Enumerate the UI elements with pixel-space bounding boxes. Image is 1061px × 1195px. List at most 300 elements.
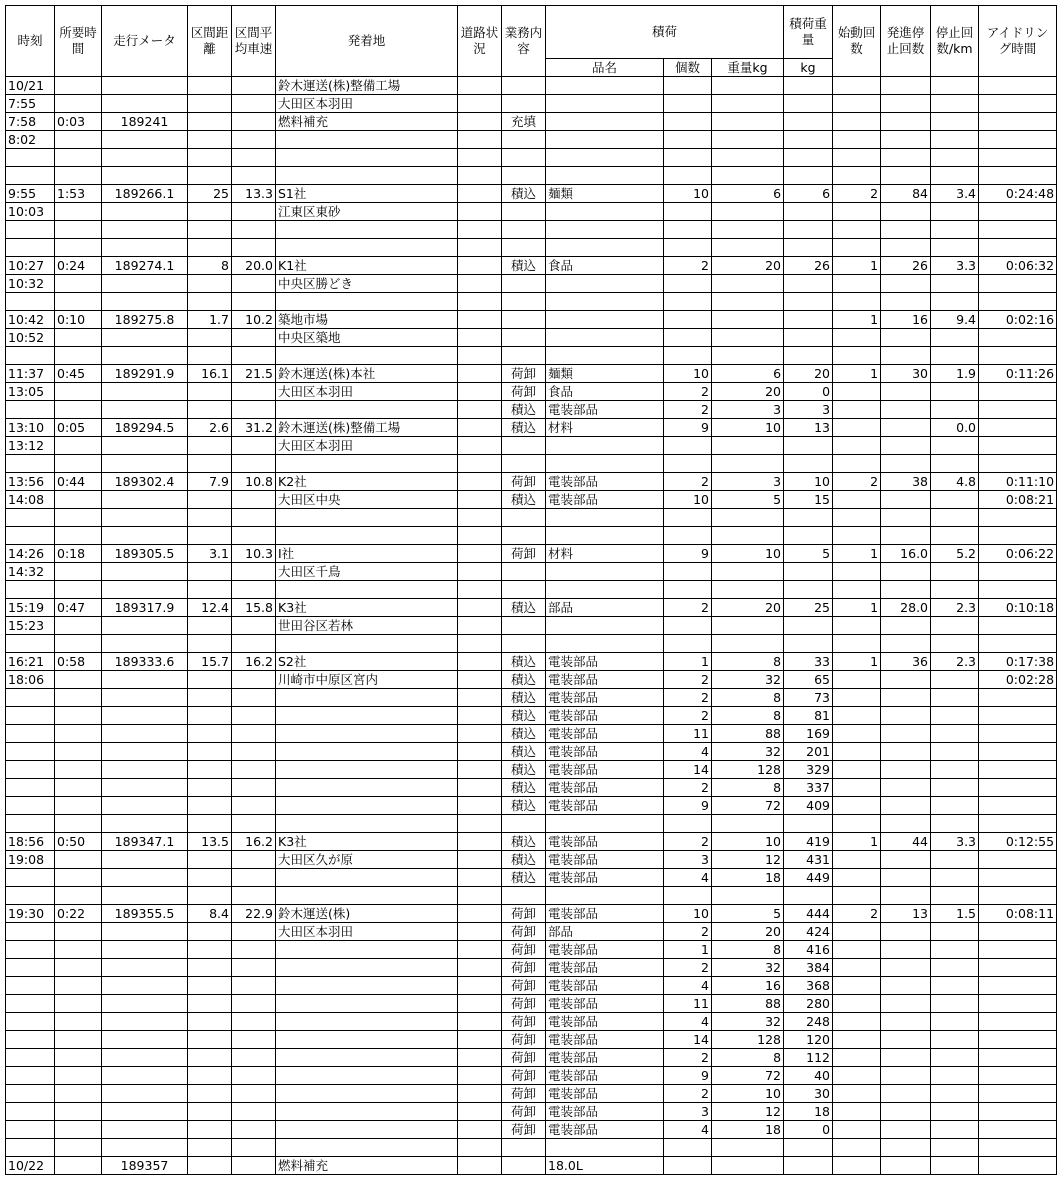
table-row bbox=[6, 221, 1057, 239]
cell-place bbox=[276, 1067, 458, 1085]
cell-cargo-weight bbox=[784, 437, 833, 455]
cell-idling bbox=[979, 131, 1057, 149]
cell-time: 16:21 bbox=[6, 653, 55, 671]
header-idling: アイドリング時間 bbox=[979, 6, 1057, 77]
cell-weight bbox=[712, 77, 784, 95]
cell-time bbox=[6, 707, 55, 725]
cell-starts: 2 bbox=[833, 905, 881, 923]
cell-place: 燃料補充 bbox=[276, 113, 458, 131]
cell-weight: 6 bbox=[712, 365, 784, 383]
cell-item: 電装部品 bbox=[546, 653, 664, 671]
cell-starts bbox=[833, 779, 881, 797]
cell-item: 電装部品 bbox=[546, 761, 664, 779]
cell-odometer bbox=[102, 383, 188, 401]
cell-distance bbox=[188, 743, 232, 761]
cell-stops-per-km bbox=[931, 923, 979, 941]
cell-work bbox=[502, 563, 546, 581]
cell-count: 9 bbox=[664, 797, 712, 815]
cell-idling: 0:08:21 bbox=[979, 491, 1057, 509]
cell-count bbox=[664, 887, 712, 905]
cell-duration bbox=[55, 95, 102, 113]
table-row bbox=[6, 293, 1057, 311]
cell-stopgo bbox=[881, 1121, 931, 1139]
cell-odometer bbox=[102, 851, 188, 869]
cell-duration bbox=[55, 995, 102, 1013]
cell-stops-per-km bbox=[931, 887, 979, 905]
table-row bbox=[6, 257, 1057, 275]
cell-idling bbox=[979, 581, 1057, 599]
table-row bbox=[6, 653, 1057, 671]
cell-stopgo bbox=[881, 689, 931, 707]
cell-duration: 0:18 bbox=[55, 545, 102, 563]
cell-odometer bbox=[102, 707, 188, 725]
table-row bbox=[6, 851, 1057, 869]
cell-starts bbox=[833, 113, 881, 131]
cell-place: 鈴木運送(株)整備工場 bbox=[276, 419, 458, 437]
cell-item: 電装部品 bbox=[546, 797, 664, 815]
cell-starts bbox=[833, 1067, 881, 1085]
cell-speed bbox=[232, 797, 276, 815]
cell-weight: 18 bbox=[712, 1121, 784, 1139]
cell-stops-per-km bbox=[931, 977, 979, 995]
cell-stopgo bbox=[881, 563, 931, 581]
cell-road bbox=[458, 437, 502, 455]
cell-stops-per-km bbox=[931, 329, 979, 347]
cell-count bbox=[664, 167, 712, 185]
cell-distance bbox=[188, 689, 232, 707]
cell-item bbox=[546, 437, 664, 455]
cell-weight bbox=[712, 815, 784, 833]
cell-idling bbox=[979, 383, 1057, 401]
cell-cargo-weight bbox=[784, 347, 833, 365]
cell-duration bbox=[55, 779, 102, 797]
cell-time: 10/21 bbox=[6, 77, 55, 95]
cell-speed bbox=[232, 293, 276, 311]
cell-idling bbox=[979, 689, 1057, 707]
cell-odometer bbox=[102, 293, 188, 311]
cell-time: 19:30 bbox=[6, 905, 55, 923]
cell-work: 積込 bbox=[502, 707, 546, 725]
cell-odometer bbox=[102, 1139, 188, 1157]
cell-road bbox=[458, 221, 502, 239]
cell-item bbox=[546, 455, 664, 473]
cell-distance bbox=[188, 239, 232, 257]
cell-weight: 8 bbox=[712, 689, 784, 707]
cell-idling bbox=[979, 221, 1057, 239]
cell-work bbox=[502, 77, 546, 95]
cell-speed bbox=[232, 329, 276, 347]
cell-road bbox=[458, 1085, 502, 1103]
cell-idling bbox=[979, 761, 1057, 779]
cell-idling bbox=[979, 977, 1057, 995]
cell-stops-per-km bbox=[931, 1121, 979, 1139]
cell-odometer bbox=[102, 95, 188, 113]
table-row bbox=[6, 761, 1057, 779]
cell-stops-per-km bbox=[931, 77, 979, 95]
cell-odometer bbox=[102, 1049, 188, 1067]
cell-cargo-weight bbox=[784, 131, 833, 149]
cell-odometer bbox=[102, 869, 188, 887]
cell-road bbox=[458, 347, 502, 365]
cell-distance bbox=[188, 329, 232, 347]
cell-time bbox=[6, 239, 55, 257]
cell-road bbox=[458, 419, 502, 437]
cell-speed bbox=[232, 347, 276, 365]
cell-count bbox=[664, 527, 712, 545]
cell-work bbox=[502, 311, 546, 329]
cell-speed: 13.3 bbox=[232, 185, 276, 203]
cell-item: 電装部品 bbox=[546, 1103, 664, 1121]
cell-idling bbox=[979, 527, 1057, 545]
cell-count bbox=[664, 581, 712, 599]
cell-time bbox=[6, 725, 55, 743]
cell-speed bbox=[232, 635, 276, 653]
cell-starts bbox=[833, 167, 881, 185]
cell-stopgo bbox=[881, 851, 931, 869]
cell-distance bbox=[188, 887, 232, 905]
cell-time bbox=[6, 977, 55, 995]
cell-road bbox=[458, 797, 502, 815]
cell-weight: 72 bbox=[712, 1067, 784, 1085]
cell-stopgo bbox=[881, 1157, 931, 1175]
cell-item: 電装部品 bbox=[546, 833, 664, 851]
cell-starts bbox=[833, 1049, 881, 1067]
cell-duration bbox=[55, 581, 102, 599]
cell-item bbox=[546, 581, 664, 599]
cell-cargo-weight bbox=[784, 581, 833, 599]
cell-stopgo bbox=[881, 959, 931, 977]
cell-distance bbox=[188, 941, 232, 959]
cell-starts bbox=[833, 941, 881, 959]
cell-odometer bbox=[102, 1121, 188, 1139]
cell-cargo-weight: 15 bbox=[784, 491, 833, 509]
cell-time: 11:37 bbox=[6, 365, 55, 383]
cell-time bbox=[6, 887, 55, 905]
cell-duration bbox=[55, 347, 102, 365]
cell-road bbox=[458, 581, 502, 599]
cell-road bbox=[458, 977, 502, 995]
cell-count: 9 bbox=[664, 545, 712, 563]
cell-starts bbox=[833, 995, 881, 1013]
cell-idling bbox=[979, 1067, 1057, 1085]
cell-odometer bbox=[102, 1067, 188, 1085]
cell-speed: 20.0 bbox=[232, 257, 276, 275]
cell-cargo-weight bbox=[784, 77, 833, 95]
cell-stops-per-km bbox=[931, 815, 979, 833]
cell-road bbox=[458, 167, 502, 185]
cell-road bbox=[458, 869, 502, 887]
cell-place bbox=[276, 1139, 458, 1157]
cell-idling bbox=[979, 437, 1057, 455]
cell-work: 荷卸 bbox=[502, 977, 546, 995]
cell-count: 2 bbox=[664, 473, 712, 491]
cell-work: 充填 bbox=[502, 113, 546, 131]
cell-speed bbox=[232, 149, 276, 167]
cell-idling bbox=[979, 509, 1057, 527]
cell-idling bbox=[979, 797, 1057, 815]
cell-idling bbox=[979, 995, 1057, 1013]
cell-cargo-weight: 26 bbox=[784, 257, 833, 275]
cell-place bbox=[276, 941, 458, 959]
cell-stopgo: 44 bbox=[881, 833, 931, 851]
cell-road bbox=[458, 905, 502, 923]
cell-stopgo bbox=[881, 1085, 931, 1103]
cell-work: 荷卸 bbox=[502, 473, 546, 491]
header-cargo-weight: 積荷重量 bbox=[784, 6, 833, 59]
table-row bbox=[6, 977, 1057, 995]
cell-work: 積込 bbox=[502, 833, 546, 851]
cell-cargo-weight bbox=[784, 455, 833, 473]
cell-stops-per-km bbox=[931, 635, 979, 653]
cell-distance bbox=[188, 671, 232, 689]
table-row bbox=[6, 329, 1057, 347]
cell-item: 電装部品 bbox=[546, 401, 664, 419]
cell-time bbox=[6, 761, 55, 779]
cell-cargo-weight: 25 bbox=[784, 599, 833, 617]
table-row bbox=[6, 545, 1057, 563]
cell-duration: 0:10 bbox=[55, 311, 102, 329]
cell-stops-per-km: 3.4 bbox=[931, 185, 979, 203]
cell-idling: 0:12:55 bbox=[979, 833, 1057, 851]
cell-time bbox=[6, 1013, 55, 1031]
table-row bbox=[6, 743, 1057, 761]
cell-count: 2 bbox=[664, 1085, 712, 1103]
cell-odometer bbox=[102, 1031, 188, 1049]
cell-work: 荷卸 bbox=[502, 1031, 546, 1049]
cell-place: 鈴木運送(株) bbox=[276, 905, 458, 923]
table-row bbox=[6, 833, 1057, 851]
cell-cargo-weight bbox=[784, 509, 833, 527]
cell-duration bbox=[55, 1067, 102, 1085]
cell-weight bbox=[712, 527, 784, 545]
cell-road bbox=[458, 959, 502, 977]
table-row bbox=[6, 113, 1057, 131]
cell-work: 積込 bbox=[502, 797, 546, 815]
cell-work: 積込 bbox=[502, 419, 546, 437]
cell-stops-per-km bbox=[931, 671, 979, 689]
cell-weight bbox=[712, 329, 784, 347]
cell-road bbox=[458, 275, 502, 293]
cell-item bbox=[546, 221, 664, 239]
cell-stopgo bbox=[881, 1103, 931, 1121]
cell-stops-per-km bbox=[931, 437, 979, 455]
cell-road bbox=[458, 671, 502, 689]
cell-count: 2 bbox=[664, 671, 712, 689]
cell-speed bbox=[232, 491, 276, 509]
cell-odometer bbox=[102, 239, 188, 257]
cell-road bbox=[458, 1067, 502, 1085]
cell-stopgo bbox=[881, 437, 931, 455]
cell-cargo-weight: 13 bbox=[784, 419, 833, 437]
cell-distance bbox=[188, 1049, 232, 1067]
cell-item: 電装部品 bbox=[546, 941, 664, 959]
cell-distance: 15.7 bbox=[188, 653, 232, 671]
cell-road bbox=[458, 473, 502, 491]
cell-cargo-weight: 409 bbox=[784, 797, 833, 815]
cell-weight bbox=[712, 437, 784, 455]
cell-starts bbox=[833, 635, 881, 653]
cell-duration bbox=[55, 671, 102, 689]
cell-road bbox=[458, 491, 502, 509]
cell-weight: 32 bbox=[712, 671, 784, 689]
cell-speed: 16.2 bbox=[232, 653, 276, 671]
cell-stopgo bbox=[881, 923, 931, 941]
cell-speed bbox=[232, 743, 276, 761]
cell-road bbox=[458, 257, 502, 275]
cell-duration bbox=[55, 1103, 102, 1121]
cell-place bbox=[276, 707, 458, 725]
cell-stopgo bbox=[881, 743, 931, 761]
cell-weight bbox=[712, 239, 784, 257]
cell-weight: 16 bbox=[712, 977, 784, 995]
cell-item bbox=[546, 131, 664, 149]
cell-odometer bbox=[102, 149, 188, 167]
cell-work bbox=[502, 275, 546, 293]
cell-idling: 0:08:11 bbox=[979, 905, 1057, 923]
cell-distance: 12.4 bbox=[188, 599, 232, 617]
cell-item bbox=[546, 887, 664, 905]
cell-cargo-weight: 0 bbox=[784, 1121, 833, 1139]
cell-count: 2 bbox=[664, 383, 712, 401]
cell-stopgo bbox=[881, 869, 931, 887]
cell-duration bbox=[55, 1049, 102, 1067]
table-row bbox=[6, 923, 1057, 941]
header-place: 発着地 bbox=[276, 6, 458, 77]
cell-cargo-weight: 419 bbox=[784, 833, 833, 851]
cell-work bbox=[502, 527, 546, 545]
cell-stops-per-km bbox=[931, 1067, 979, 1085]
cell-speed bbox=[232, 1103, 276, 1121]
cell-odometer bbox=[102, 437, 188, 455]
cell-stops-per-km bbox=[931, 383, 979, 401]
cell-duration bbox=[55, 509, 102, 527]
cell-time bbox=[6, 1121, 55, 1139]
cell-idling bbox=[979, 95, 1057, 113]
cell-place bbox=[276, 1031, 458, 1049]
cell-stops-per-km bbox=[931, 725, 979, 743]
cell-weight bbox=[712, 1157, 784, 1175]
cell-odometer bbox=[102, 1013, 188, 1031]
cell-starts bbox=[833, 617, 881, 635]
cell-speed bbox=[232, 527, 276, 545]
cell-time bbox=[6, 635, 55, 653]
cell-item: 材料 bbox=[546, 419, 664, 437]
cell-odometer bbox=[102, 347, 188, 365]
cell-stops-per-km bbox=[931, 221, 979, 239]
cell-stopgo bbox=[881, 221, 931, 239]
cell-place: 大田区本羽田 bbox=[276, 95, 458, 113]
cell-count: 11 bbox=[664, 725, 712, 743]
cell-odometer bbox=[102, 509, 188, 527]
cell-starts bbox=[833, 563, 881, 581]
cell-idling bbox=[979, 869, 1057, 887]
cell-work: 荷卸 bbox=[502, 905, 546, 923]
cell-count bbox=[664, 221, 712, 239]
cell-starts bbox=[833, 239, 881, 257]
cell-distance bbox=[188, 617, 232, 635]
cell-odometer bbox=[102, 275, 188, 293]
cell-distance: 16.1 bbox=[188, 365, 232, 383]
cell-count bbox=[664, 149, 712, 167]
cell-starts bbox=[833, 671, 881, 689]
cell-idling bbox=[979, 1031, 1057, 1049]
cell-idling bbox=[979, 149, 1057, 167]
cell-duration bbox=[55, 455, 102, 473]
cell-weight bbox=[712, 1139, 784, 1157]
cell-stops-per-km bbox=[931, 293, 979, 311]
cell-weight bbox=[712, 635, 784, 653]
header-row bbox=[6, 6, 1057, 59]
cell-cargo-weight: 329 bbox=[784, 761, 833, 779]
cell-count bbox=[664, 77, 712, 95]
cell-weight bbox=[712, 311, 784, 329]
cell-odometer bbox=[102, 815, 188, 833]
cell-cargo-weight: 81 bbox=[784, 707, 833, 725]
cell-count bbox=[664, 131, 712, 149]
cell-cargo-weight: 73 bbox=[784, 689, 833, 707]
cell-speed bbox=[232, 887, 276, 905]
cell-distance bbox=[188, 707, 232, 725]
cell-stopgo bbox=[881, 1031, 931, 1049]
cell-stopgo: 30 bbox=[881, 365, 931, 383]
cell-weight bbox=[712, 221, 784, 239]
header-work: 業務内容 bbox=[502, 6, 546, 77]
cell-idling: 0:06:32 bbox=[979, 257, 1057, 275]
cell-duration bbox=[55, 977, 102, 995]
cell-time: 18:56 bbox=[6, 833, 55, 851]
table-row bbox=[6, 77, 1057, 95]
cell-stopgo bbox=[881, 167, 931, 185]
cell-work: 荷卸 bbox=[502, 923, 546, 941]
cell-work: 積込 bbox=[502, 779, 546, 797]
cell-speed: 22.9 bbox=[232, 905, 276, 923]
cell-count: 2 bbox=[664, 707, 712, 725]
cell-stops-per-km: 3.3 bbox=[931, 257, 979, 275]
cell-speed bbox=[232, 725, 276, 743]
cell-count: 4 bbox=[664, 743, 712, 761]
cell-starts: 2 bbox=[833, 473, 881, 491]
header-road: 道路状況 bbox=[458, 6, 502, 77]
cell-road bbox=[458, 509, 502, 527]
cell-time: 14:32 bbox=[6, 563, 55, 581]
cell-work: 積込 bbox=[502, 725, 546, 743]
cell-time bbox=[6, 149, 55, 167]
cell-cargo-weight: 30 bbox=[784, 1085, 833, 1103]
table-row bbox=[6, 419, 1057, 437]
cell-distance bbox=[188, 149, 232, 167]
cell-stopgo: 13 bbox=[881, 905, 931, 923]
cell-weight: 20 bbox=[712, 923, 784, 941]
cell-item: 電装部品 bbox=[546, 671, 664, 689]
cell-duration bbox=[55, 1031, 102, 1049]
cell-place bbox=[276, 347, 458, 365]
cell-item bbox=[546, 77, 664, 95]
cell-odometer: 189355.5 bbox=[102, 905, 188, 923]
cell-work: 荷卸 bbox=[502, 365, 546, 383]
cell-duration bbox=[55, 329, 102, 347]
cell-item bbox=[546, 311, 664, 329]
cell-stopgo bbox=[881, 527, 931, 545]
cell-stopgo bbox=[881, 581, 931, 599]
cell-speed bbox=[232, 113, 276, 131]
table-row bbox=[6, 563, 1057, 581]
cell-odometer bbox=[102, 491, 188, 509]
cell-stopgo bbox=[881, 239, 931, 257]
cell-odometer bbox=[102, 959, 188, 977]
cell-duration bbox=[55, 635, 102, 653]
cell-work bbox=[502, 617, 546, 635]
cell-weight: 32 bbox=[712, 743, 784, 761]
